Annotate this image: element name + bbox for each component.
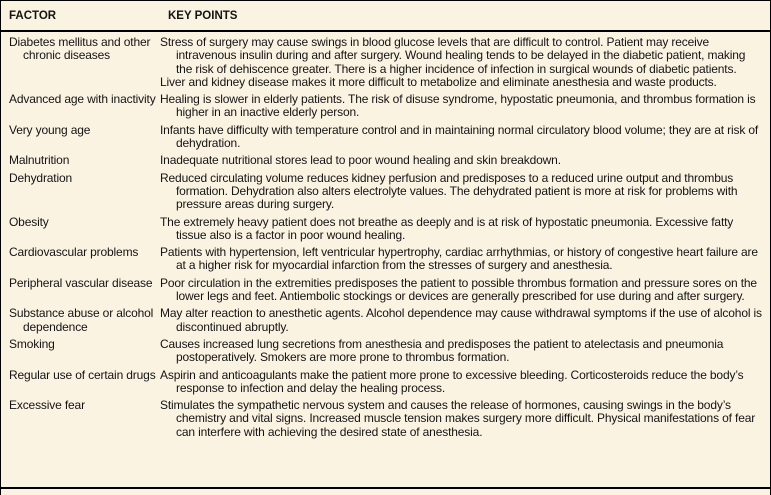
- key-points-cell: [160, 216, 770, 243]
- table-row: [1, 154, 770, 167]
- factor-cell: Peripheral vascular disease: [9, 275, 153, 290]
- factor-cell: Advanced age with inactivity: [9, 92, 156, 107]
- key-point-paragraph: May alter reaction to anesthetic agents. Alcohol dependence may cause withdrawal symptoms if the use of alcohol is discontinued abruptly.: [160, 306, 762, 334]
- table-row: [1, 338, 770, 365]
- column-header-key-points: KEY POINTS: [168, 10, 238, 22]
- key-point-paragraph: Infants have difficulty with temperature control and in maintaining normal circulatory blood volume; they are at risk of dehydration.: [160, 122, 759, 151]
- table-row: [1, 246, 770, 273]
- key-points-cell: [160, 338, 770, 365]
- factor-cell: Cardiovascular problems: [9, 245, 139, 260]
- key-point-paragraph: Causes increased lung secretions from anesthesia and predisposes the patient to atelectasis and pneumonia postoperatively. Smokers are more prone to thrombus formation.: [160, 336, 724, 365]
- key-points-cell: [160, 307, 770, 334]
- factor-cell: Malnutrition: [9, 153, 70, 168]
- key-point-paragraph: Liver and kidney disease makes it more difficult to metabolize and eliminate anesthesia and waste products.: [160, 74, 717, 89]
- table-row: [1, 124, 770, 151]
- factor-cell: Substance abuse or alcohol dependence: [9, 306, 154, 334]
- key-points-cell: [160, 172, 770, 212]
- table-body: [1, 32, 770, 489]
- key-point-paragraph: The extremely heavy patient does not breathe as deeply and is at risk of hypostatic pneumonia. Excessive fatty tissue also is a factor in poor wound healing.: [160, 214, 734, 242]
- key-point-paragraph: Aspirin and anticoagulants make the patient more prone to excessive bleeding. Corticosteroids reduce the body’s response to infection and delay the healing process.: [160, 367, 744, 395]
- factor-cell: Regular use of certain drugs: [9, 367, 156, 382]
- factor-cell: Very young age: [9, 122, 91, 137]
- factor-cell: Smoking: [9, 336, 55, 351]
- key-points-cell: [160, 154, 770, 167]
- key-points-cell: [160, 369, 770, 396]
- factor-cell: Excessive fear: [9, 398, 85, 413]
- table-row: [1, 172, 770, 212]
- key-points-cell: [160, 277, 770, 304]
- key-point-paragraph: Reduced circulating volume reduces kidney perfusion and predisposes to a reduced urine output and thrombus formation. Dehydration also alters electrolyte values. The dehydrated patient is more at risk for problems with pressure areas during surgery.: [160, 170, 738, 212]
- key-point-paragraph: Healing is slower in elderly patients. The risk of disuse syndrome, hypostatic pneumonia, and thrombus formation is higher in an inactive elderly person.: [160, 92, 756, 120]
- key-points-cell: [160, 36, 770, 89]
- key-points-cell: [160, 399, 770, 439]
- table-row: [1, 36, 770, 89]
- key-point-paragraph: Patients with hypertension, left ventricular hypertrophy, cardiac arrhythmias, or history of congestive heart failure are at a higher risk for myocardial infarction from the stresses of surgery and anesthesia.: [160, 245, 758, 273]
- factor-cell: Obesity: [9, 214, 49, 229]
- key-point-paragraph: Stimulates the sympathetic nervous system and causes the release of hormones, causing swings in the body’s chemistry and vital signs. Increased muscle tension makes surgery more difficult. Physical manifestations of fear can interfere with achieving the desired state of anesthesia.: [160, 398, 756, 439]
- table-row: [1, 307, 770, 334]
- key-points-cell: [160, 124, 770, 151]
- key-points-cell: [160, 93, 770, 120]
- table-row: [1, 399, 770, 439]
- factor-cell: Diabetes mellitus and other chronic diseases: [9, 35, 151, 63]
- table-row: [1, 93, 770, 120]
- column-header-factor: FACTOR: [9, 10, 57, 22]
- table-row: [1, 369, 770, 396]
- key-point-paragraph: Inadequate nutritional stores lead to poor wound healing and skin breakdown.: [160, 153, 561, 168]
- key-point-paragraph: Poor circulation in the extremities predisposes the patient to possible thrombus formation and pressure sores on the lower legs and feet. Antiembolic stockings or devices are generally prescribed for use during and after surgery.: [160, 275, 757, 304]
- key-point-paragraph: Stress of surgery may cause swings in blood glucose levels that are difficult to control. Patient may receive intravenous insulin during and after surgery. Wound healing tends to be delayed in the diabetic patient, making the risk of dehiscence greater. There is a higher incidence of infection in surgical wounds of diabetic patients.: [160, 35, 746, 76]
- table-row: [1, 216, 770, 243]
- key-points-cell: [160, 246, 770, 273]
- table-header-row: [1, 1, 770, 32]
- factor-cell: Dehydration: [9, 170, 73, 185]
- table-row: [1, 277, 770, 304]
